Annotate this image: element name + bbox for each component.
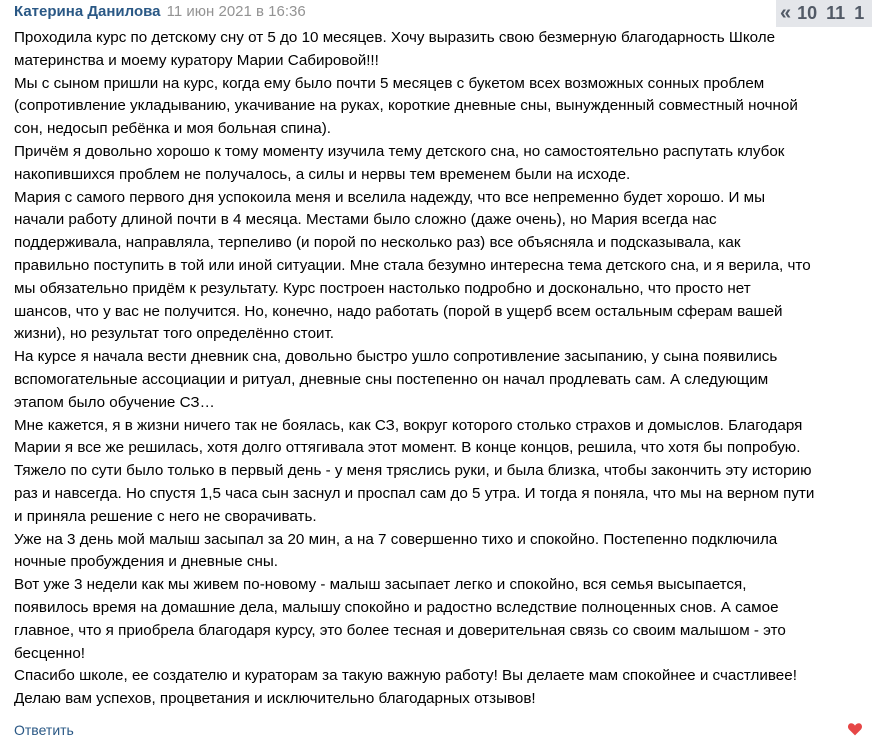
comment-line: жизни), но результат того определённо стоит. xyxy=(14,325,334,343)
comment-line: Тяжело по сути было только в первый день - у меня тряслись руки, и была близка, чтобы закончить эту историю xyxy=(14,462,812,480)
comment-author[interactable]: Катерина Данилова xyxy=(14,3,161,20)
comment-line: (сопротивление укладыванию, укачивание на руках, короткие дневные сны, вынужденный совместный ночной xyxy=(14,97,798,115)
comment-line: и приняла решение с него не сворачивать. xyxy=(14,507,317,525)
comment-text xyxy=(14,27,872,711)
comment-line: правильно поступить в той или иной ситуации. Мне стала безумно интересна тема детского сна, и я верила, что xyxy=(14,256,811,274)
comment-line: раз и навсегда. Но спустя 1,5 часа сын заснул и проспал сам до 5 утра. И тогда я поняла, что мы на верном пути xyxy=(14,484,815,502)
comment-line: Марии я все же решилась, хотя долго оттягивала этот момент. В конце концов, решила, что хотя бы попробую. xyxy=(14,439,801,457)
pagination-page-10[interactable]: 10 xyxy=(797,3,818,23)
comment-header xyxy=(14,3,306,20)
comment-line: накопившихся проблем не получалось, а силы и нервы тем временем были на исходе. xyxy=(14,165,631,183)
comment-line: Мы с сыном пришли на курс, когда ему было почти 5 месяцев с букетом всех возможных сонных проблем xyxy=(14,74,765,92)
comment-line: ночные пробуждения и дневные сны. xyxy=(14,553,278,571)
comment-line: вспомогательные ассоциации и ритуал, дневные сны постепенно он начал продлевать сам. А следующим xyxy=(14,370,769,388)
comment-line: бесценно! xyxy=(14,644,85,662)
comment-line: материнства и моему куратору Марии Сабировой!!! xyxy=(14,51,379,69)
comment-line: Проходила курс по детскому сну от 5 до 10 месяцев. Хочу выразить свою безмерную благодарность Школе xyxy=(14,29,776,46)
comment-line: мы обязательно придём к результату. Курс построен настолько подробно и досконально, что просто нет xyxy=(14,279,751,297)
comment-line: появилось время на домашние дела, малышу спокойно и радостно вследствие полноценных снов. А самое xyxy=(14,598,779,616)
comment-line: Мария с самого первого дня успокоила меня и вселила надежду, что все непременно будет хорошо. И мы xyxy=(14,188,766,206)
comment-line: главное, что я приобрела благодаря курсу, это более тесная и доверительная связь со своим малышом - это xyxy=(14,621,786,639)
comment-line: На курсе я начала вести дневник сна, довольно быстро ушло сопротивление засыпанию, у сына появились xyxy=(14,348,778,366)
pagination-prev-button[interactable]: « xyxy=(780,2,792,24)
pagination-page-11[interactable]: 11 xyxy=(826,3,846,23)
comment-line: поддерживала, направляла, терпеливо (и порой по несколько раз) все объясняла и подсказывала, как xyxy=(14,234,741,252)
comment-line: начали работу длиной почти в 4 месяца. Местами было сложно (даже очень), но Мария всегда нас xyxy=(14,211,717,229)
comment-line: сон, недосып ребёнка и моя больная спина). xyxy=(14,120,332,138)
comment-line: Делаю вам успехов, процветания и исключительно благодарных отзывов! xyxy=(14,690,536,708)
heart-icon[interactable] xyxy=(846,722,864,736)
reply-link[interactable]: Ответить xyxy=(14,722,74,738)
pagination-page-1[interactable]: 1 xyxy=(854,3,865,23)
comment-date[interactable]: 11 июн 2021 в 16:36 xyxy=(166,3,306,20)
comment-line: шансов, что у вас не получится. Но, конечно, надо работать (порой в ущерб всем остальным сферам вашей xyxy=(14,302,783,320)
comment-line: Вот уже 3 недели как мы живем по-новому - малыш засыпает легко и спокойно, вся семья высыпается, xyxy=(14,576,747,594)
pagination xyxy=(776,0,872,27)
comment-line: Мне кажется, я в жизни ничего так не боялась, как СЗ, вокруг которого столько страхов и домыслов. Благодаря xyxy=(14,416,803,434)
comment-line: Спасибо школе, ее создателю и кураторам за такую важную работу! Вы делаете мам спокойнее и счастливее! xyxy=(14,667,797,685)
comment-line: этапом было обучение СЗ… xyxy=(14,393,215,411)
comment-line: Причём я довольно хорошо к тому моменту изучила тему детского сна, но самостоятельно распутать клубок xyxy=(14,142,785,160)
comment-line: Уже на 3 день мой малыш засыпал за 20 мин, а на 7 совершенно тихо и спокойно. Постепенно подключила xyxy=(14,530,778,548)
